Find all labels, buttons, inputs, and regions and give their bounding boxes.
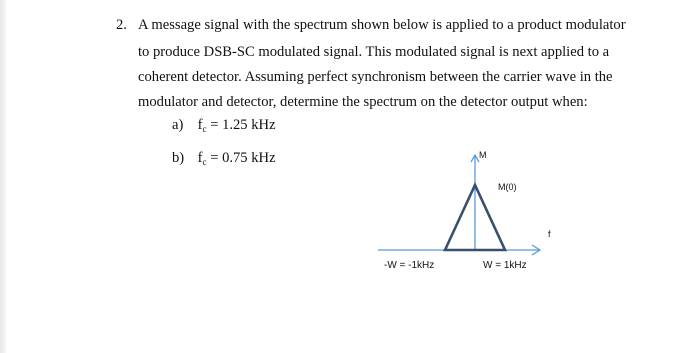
problem-number: 2. — [116, 17, 127, 33]
problem-line-2: to produce DSB-SC modulated signal. This modulated signal is next applied to a — [138, 44, 610, 60]
page-edge — [0, 0, 6, 353]
option-b — [172, 150, 276, 167]
option-a-value: = 1.25 kHz — [210, 117, 276, 133]
right-tick-label: W = 1kHz — [483, 260, 527, 271]
option-b-label: b) — [172, 150, 185, 166]
peak-label: M(0) — [498, 182, 517, 192]
magnitude-axis-label: M — [479, 150, 487, 160]
left-tick-label: -W = -1kHz — [384, 260, 435, 271]
option-a-subscript: c — [202, 124, 207, 134]
problem-line-1: A message signal with the spectrum shown below is applied to a product modulator — [138, 17, 626, 33]
option-a-label: a) — [172, 117, 184, 133]
option-a-var: f — [197, 117, 203, 133]
option-b-value: = 0.75 kHz — [210, 150, 276, 166]
option-b-var: f — [197, 150, 203, 166]
option-b-subscript: c — [202, 157, 207, 167]
frequency-axis-label: f — [548, 229, 551, 239]
spectrum-diagram — [370, 140, 570, 280]
problem-line-4: modulator and detector, determine the spectrum on the detector output when: — [138, 94, 588, 110]
option-a — [172, 117, 276, 134]
problem-line-3: coherent detector. Assuming perfect synchronism between the carrier wave in the — [138, 69, 613, 85]
